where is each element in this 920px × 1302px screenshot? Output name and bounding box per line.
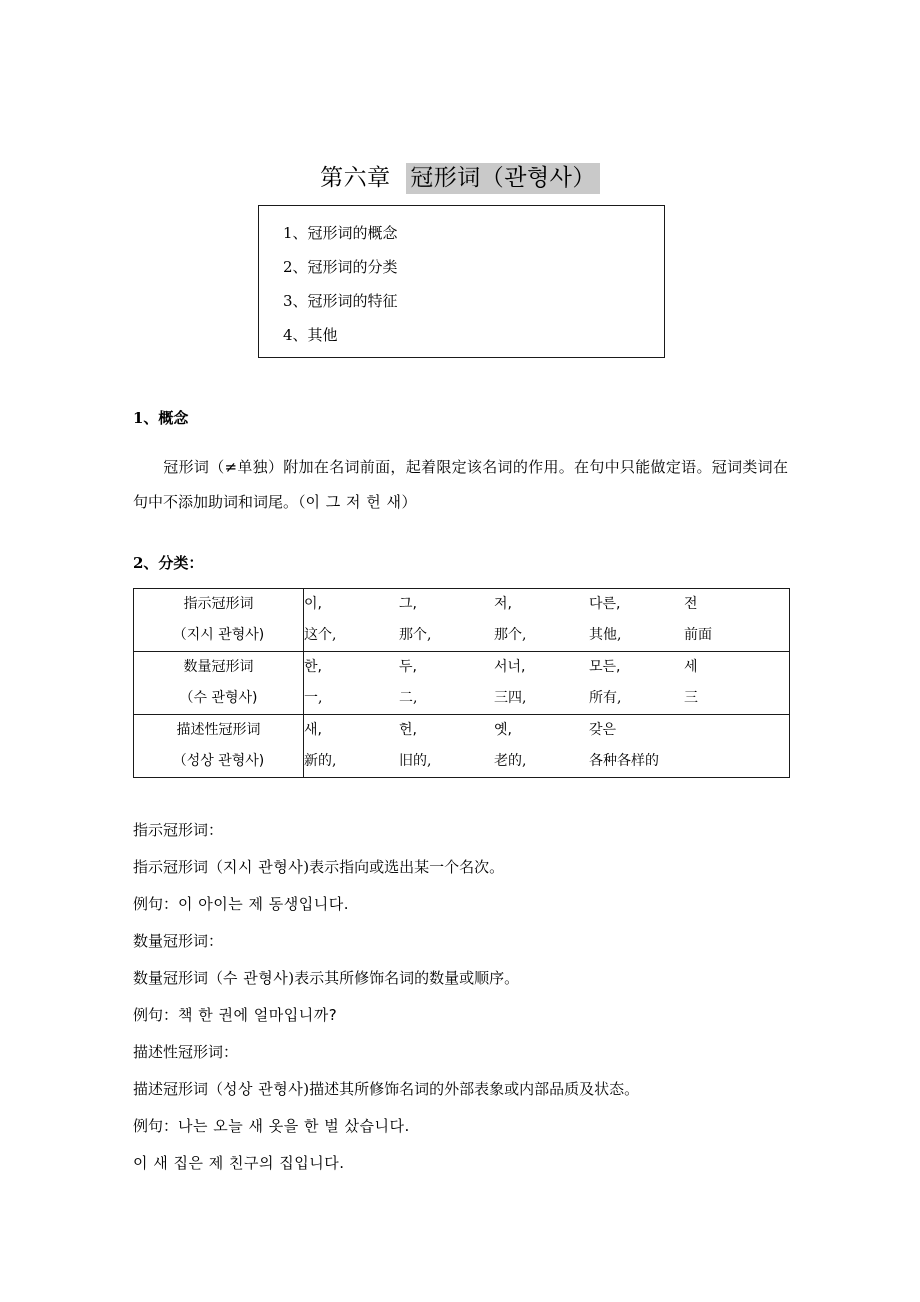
data-item: 옛, — [494, 722, 512, 738]
data-item: 한, — [304, 659, 322, 675]
table-row — [134, 715, 790, 778]
outline-box — [258, 205, 665, 358]
data-item: 이, — [304, 596, 322, 612]
data-item: 前面 — [684, 627, 712, 643]
explain-title-demonstrative: 指示冠形词： — [133, 821, 224, 839]
explain-example-descriptive-second: 이 새 집은 제 친구의 집입니다. — [133, 1154, 345, 1172]
classification-table — [133, 588, 790, 778]
data-item: 그, — [399, 596, 417, 612]
explain-definition-descriptive — [133, 1079, 833, 1099]
data-item: 那个, — [399, 627, 432, 643]
example-label: 例句： — [133, 895, 179, 913]
definition-prefix: 描述冠形词（ — [133, 1080, 224, 1098]
data-item: 서너, — [494, 659, 526, 675]
label-chinese: 数量冠形词 — [183, 659, 254, 675]
section-heading-classification: 2、分类： — [133, 554, 204, 572]
outline-item: 4、其他 — [283, 326, 338, 344]
data-item: 新的, — [304, 753, 337, 769]
data-row-korean — [304, 589, 789, 619]
section-heading-concept: 1、概念 — [133, 409, 189, 427]
outline-item: 2、冠形词的分类 — [283, 258, 398, 276]
explain-definition-quantity — [133, 968, 833, 988]
outline-item: 1、冠形词的概念 — [283, 224, 398, 242]
concept-korean-examples: 이 그 저 헌 새 — [305, 493, 402, 511]
definition-suffix: )描述其所修饰名词的外部表象或内部品质及状态。 — [303, 1080, 640, 1098]
data-item: 三四, — [494, 690, 527, 706]
table-row — [134, 589, 790, 652]
concept-text-line2: 类词在句中不添加助词和词尾。（ — [133, 458, 788, 511]
explain-example-descriptive — [133, 1116, 833, 1136]
definition-prefix: 指示冠形词（ — [133, 858, 224, 876]
definition-suffix: )表示其所修饰名词的数量或顺序。 — [288, 969, 520, 987]
data-item: 二, — [399, 690, 418, 706]
title-chapter-label: 第六章 — [320, 165, 391, 191]
data-item: 所有, — [589, 690, 622, 706]
data-row-chinese — [304, 745, 789, 777]
data-item: 三 — [684, 690, 698, 706]
explain-example-demonstrative — [133, 894, 833, 914]
concept-paragraph — [133, 450, 788, 520]
example-label: 例句： — [133, 1117, 179, 1135]
data-item: 전 — [684, 596, 698, 612]
definition-korean-term: 수 관형사 — [223, 969, 289, 987]
data-item: 其他, — [589, 627, 622, 643]
data-row-korean — [304, 652, 789, 682]
data-item: 各种各样的 — [589, 753, 659, 769]
label-korean: （수 관형사) — [179, 690, 258, 706]
outline-item: 3、冠形词的特征 — [283, 292, 398, 310]
data-item: 갖은 — [589, 722, 617, 738]
example-korean-sentence: 책 한 권에 얼마입니까? — [178, 1006, 338, 1024]
explain-definition-demonstrative — [133, 857, 833, 877]
explain-title-quantity: 数量冠形词： — [133, 932, 224, 950]
title-highlighted-term: 冠形词（관형사） — [406, 163, 600, 194]
table-cell-label — [134, 589, 304, 652]
data-row-chinese — [304, 682, 789, 714]
concept-text-line3: ） — [401, 493, 417, 511]
label-korean: （성상 관형사) — [172, 753, 265, 769]
table-row — [134, 652, 790, 715]
table-cell-label — [134, 715, 304, 778]
label-chinese: 指示冠形词 — [183, 596, 254, 612]
table-cell-data — [304, 715, 790, 778]
example-korean-sentence: 나는 오늘 새 옷을 한 벌 샀습니다. — [178, 1117, 410, 1135]
data-row-chinese — [304, 619, 789, 651]
data-item: 헌, — [399, 722, 417, 738]
definition-suffix: )表示指向或选出某一个名次。 — [303, 858, 505, 876]
data-item: 老的, — [494, 753, 527, 769]
explain-example-quantity — [133, 1005, 833, 1025]
table-cell-label — [134, 652, 304, 715]
label-korean: （지시 관형사) — [172, 627, 265, 643]
data-item: 这个, — [304, 627, 337, 643]
example-korean-sentence: 이 아이는 제 동생입니다. — [178, 895, 349, 913]
data-item: 새, — [304, 722, 322, 738]
table-cell-data — [304, 589, 790, 652]
data-item: 저, — [494, 596, 512, 612]
table-cell-data — [304, 652, 790, 715]
data-item: 다른, — [589, 596, 621, 612]
definition-korean-term: 지시 관형사 — [223, 858, 304, 876]
data-item: 一, — [304, 690, 323, 706]
explain-title-descriptive: 描述性冠形词： — [133, 1043, 239, 1061]
label-chinese: 描述性冠形词 — [176, 722, 261, 738]
data-row-korean — [304, 715, 789, 745]
data-item: 두, — [399, 659, 417, 675]
data-item: 那个, — [494, 627, 527, 643]
data-item: 모든, — [589, 659, 621, 675]
definition-korean-term: 성상 관형사 — [223, 1080, 304, 1098]
data-item: 세 — [684, 659, 698, 675]
page-title — [133, 162, 787, 194]
definition-prefix: 数量冠形词（ — [133, 969, 224, 987]
data-item: 旧的, — [399, 753, 432, 769]
example-label: 例句： — [133, 1006, 179, 1024]
concept-text-line1: 冠形词（≠单独）附加在名词前面，起着限定该名词的作用。在句中只能做定语。冠词 — [163, 458, 743, 476]
